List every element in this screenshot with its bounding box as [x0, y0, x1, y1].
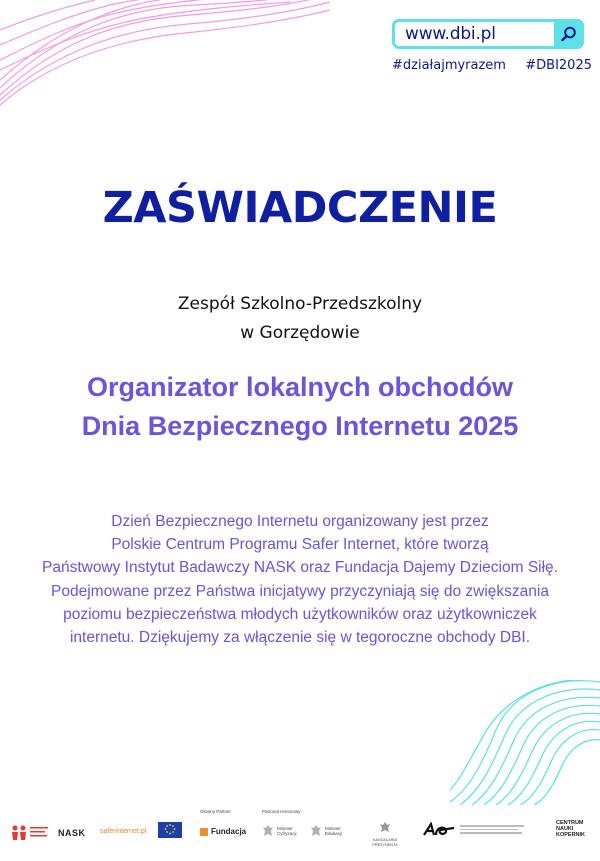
decorative-wave-bottom-right	[450, 680, 600, 805]
presidency-logo-icon	[422, 822, 456, 838]
eagle-emblem-icon	[379, 821, 391, 833]
body-line-6: internetu. Dziękujemy za włączenie się w tegoroczne obchody DBI.	[69, 629, 531, 647]
fundacja-mark-icon	[200, 828, 208, 836]
search-box[interactable]	[392, 19, 584, 49]
body-line-2: Polskie Centrum Programu Safer Internet, które tworzą	[111, 536, 489, 554]
subtitle-line-1: Organizator lokalnych obchodów	[86, 372, 514, 402]
eagle-emblem-icon	[262, 824, 274, 838]
decorative-wave-top-left	[0, 0, 330, 110]
eagle-emblem-icon	[310, 824, 322, 838]
certificate-body	[0, 510, 600, 649]
saferinternet-logo: saferinternet.pl	[100, 828, 147, 835]
organization-line-1: Zespół Szkolno-Przedszkolny	[177, 294, 423, 314]
body-line-5: poziomu bezpieczeństwa młodych użytkowników oraz użytkowniczek	[63, 605, 537, 623]
ministry-digital-logo	[262, 824, 301, 838]
subtitle-line-2: Dnia Bezpiecznego Internetu 2025	[81, 411, 519, 441]
search-button[interactable]	[554, 19, 584, 49]
hashtags	[392, 58, 592, 73]
fundacja-label: Fundacja	[211, 827, 247, 836]
ministry-education-label: Minister Edukacji	[325, 826, 343, 836]
body-line-3: Państwowy Instytut Badawczy NASK oraz Fundacja Dajemy Dzieciom Siłę.	[41, 559, 558, 577]
hashtag-dbi2025[interactable]: #DBI2025	[525, 58, 592, 73]
nask-logo: NASK	[58, 828, 86, 838]
kopernik-logo: CENTRUM NAUKI KOPERNIK	[556, 820, 586, 838]
presidency-text	[460, 825, 528, 834]
footer-logos	[0, 808, 600, 848]
main-partner-caption: Główny Partner	[200, 809, 232, 814]
fdds-logo	[10, 824, 50, 842]
fundacja-logo	[200, 827, 246, 836]
ministry-education-logo	[310, 824, 349, 838]
president-logo	[362, 820, 408, 848]
body-line-4: Podejmowane przez Państwa inicjatywy przyczyniają się do zwiększania	[51, 582, 549, 600]
hashtag-dzialajmyrazem[interactable]: #działajmyrazem	[392, 58, 506, 73]
search-url-text: www.dbi.pl	[405, 24, 496, 44]
ministry-digital-label: Minister Cyfryzacji	[277, 826, 297, 836]
president-label: KANCELARIA PREZYDENTA	[372, 838, 398, 847]
patronage-caption: Patronat Honorowy	[262, 809, 301, 814]
body-line-1: Dzień Bezpiecznego Internetu organizowany jest przez	[111, 513, 489, 530]
certificate-title: ZAŚWIADCZENIE	[102, 183, 498, 233]
organization-line-2: w Gorzędowie	[240, 323, 360, 343]
organization-name	[0, 290, 600, 348]
search-icon	[560, 25, 578, 43]
certificate-subtitle	[0, 368, 600, 446]
eu-flag-icon	[158, 822, 182, 840]
